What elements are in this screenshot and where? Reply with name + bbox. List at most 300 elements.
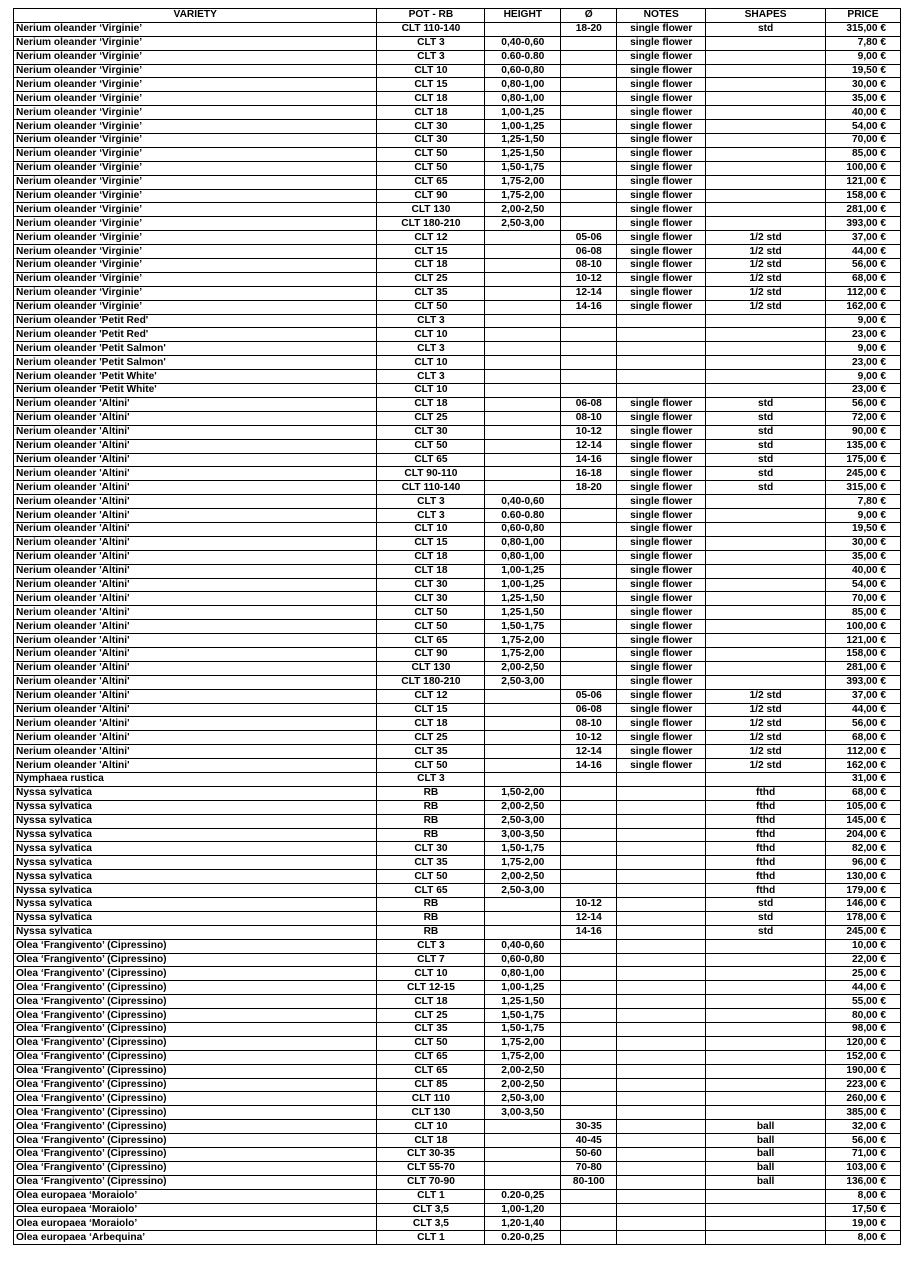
- height-cell: 1,50-1,75: [485, 620, 561, 634]
- height-cell: 0,40-0,60: [485, 36, 561, 50]
- diameter-cell: [561, 342, 617, 356]
- price-cell: 112,00 €: [826, 286, 901, 300]
- pot-cell: CLT 3: [377, 370, 485, 384]
- shape-cell: [706, 550, 826, 564]
- notes-cell: [617, 1231, 706, 1245]
- price-cell: 7,80 €: [826, 495, 901, 509]
- notes-cell: single flower: [617, 647, 706, 661]
- notes-cell: single flower: [617, 550, 706, 564]
- pot-cell: CLT 70-90: [377, 1175, 485, 1189]
- variety-cell: Nerium oleander 'Altini': [14, 522, 377, 536]
- table-row: [14, 1203, 901, 1217]
- pot-cell: CLT 130: [377, 661, 485, 675]
- notes-cell: single flower: [617, 78, 706, 92]
- shape-cell: 1/2 std: [706, 259, 826, 273]
- variety-cell: Nerium oleander 'Altini': [14, 620, 377, 634]
- variety-cell: Nerium oleander ‘Virginie’: [14, 36, 377, 50]
- price-cell: 281,00 €: [826, 661, 901, 675]
- diameter-cell: [561, 995, 617, 1009]
- table-row: [14, 939, 901, 953]
- shape-cell: [706, 203, 826, 217]
- diameter-cell: [561, 314, 617, 328]
- shape-cell: [706, 1064, 826, 1078]
- shape-cell: [706, 495, 826, 509]
- pot-cell: CLT 3: [377, 509, 485, 523]
- notes-cell: single flower: [617, 106, 706, 120]
- variety-cell: Nerium oleander 'Altini': [14, 564, 377, 578]
- shape-cell: [706, 939, 826, 953]
- diameter-cell: [561, 1064, 617, 1078]
- height-cell: [485, 1161, 561, 1175]
- price-cell: 19,50 €: [826, 522, 901, 536]
- shape-cell: [706, 578, 826, 592]
- table-row: [14, 50, 901, 64]
- variety-cell: Nerium oleander 'Altini': [14, 439, 377, 453]
- pot-cell: CLT 18: [377, 564, 485, 578]
- table-row: [14, 675, 901, 689]
- shape-cell: [706, 620, 826, 634]
- shape-cell: [706, 342, 826, 356]
- header-height: HEIGHT: [485, 9, 561, 23]
- table-row: [14, 259, 901, 273]
- notes-cell: [617, 370, 706, 384]
- variety-cell: Olea ‘Frangivento’ (Cipressino): [14, 939, 377, 953]
- pot-cell: CLT 50: [377, 870, 485, 884]
- pot-cell: RB: [377, 828, 485, 842]
- shape-cell: [706, 161, 826, 175]
- height-cell: [485, 911, 561, 925]
- table-body: [14, 22, 901, 1244]
- variety-cell: Nerium oleander ‘Virginie’: [14, 231, 377, 245]
- height-cell: 0,60-0,80: [485, 64, 561, 78]
- table-row: [14, 1009, 901, 1023]
- price-cell: 245,00 €: [826, 467, 901, 481]
- height-cell: 0,40-0,60: [485, 939, 561, 953]
- diameter-cell: 10-12: [561, 425, 617, 439]
- pot-cell: CLT 30: [377, 578, 485, 592]
- variety-cell: Olea ‘Frangivento’ (Cipressino): [14, 953, 377, 967]
- pot-cell: CLT 30: [377, 592, 485, 606]
- price-cell: 70,00 €: [826, 134, 901, 148]
- height-cell: [485, 384, 561, 398]
- variety-cell: Nerium oleander ‘Virginie’: [14, 64, 377, 78]
- price-cell: 315,00 €: [826, 22, 901, 36]
- notes-cell: single flower: [617, 300, 706, 314]
- header-price: PRICE: [826, 9, 901, 23]
- height-cell: 1,75-2,00: [485, 647, 561, 661]
- header-row: [14, 9, 901, 23]
- shape-cell: [706, 772, 826, 786]
- shape-cell: 1/2 std: [706, 300, 826, 314]
- variety-cell: Nerium oleander ‘Virginie’: [14, 147, 377, 161]
- price-cell: 85,00 €: [826, 147, 901, 161]
- diameter-cell: [561, 620, 617, 634]
- table-row: [14, 522, 901, 536]
- shape-cell: [706, 50, 826, 64]
- notes-cell: single flower: [617, 661, 706, 675]
- shape-cell: std: [706, 911, 826, 925]
- diameter-cell: 06-08: [561, 397, 617, 411]
- pot-cell: CLT 30: [377, 120, 485, 134]
- variety-cell: Nerium oleander ‘Virginie’: [14, 245, 377, 259]
- diameter-cell: [561, 981, 617, 995]
- variety-cell: Nerium oleander 'Altini': [14, 550, 377, 564]
- table-row: [14, 634, 901, 648]
- variety-cell: Olea ‘Frangivento’ (Cipressino): [14, 995, 377, 1009]
- price-cell: 281,00 €: [826, 203, 901, 217]
- height-cell: [485, 286, 561, 300]
- shape-cell: fthd: [706, 856, 826, 870]
- notes-cell: single flower: [617, 592, 706, 606]
- table-row: [14, 592, 901, 606]
- variety-cell: Nerium oleander ‘Virginie’: [14, 300, 377, 314]
- notes-cell: [617, 856, 706, 870]
- height-cell: 0,80-1,00: [485, 78, 561, 92]
- pot-cell: CLT 25: [377, 1009, 485, 1023]
- price-cell: 393,00 €: [826, 675, 901, 689]
- shape-cell: [706, 189, 826, 203]
- diameter-cell: [561, 522, 617, 536]
- price-cell: 100,00 €: [826, 620, 901, 634]
- price-cell: 204,00 €: [826, 828, 901, 842]
- shape-cell: [706, 509, 826, 523]
- table-row: [14, 147, 901, 161]
- pot-cell: CLT 18: [377, 995, 485, 1009]
- price-cell: 100,00 €: [826, 161, 901, 175]
- notes-cell: [617, 786, 706, 800]
- price-cell: 136,00 €: [826, 1175, 901, 1189]
- height-cell: 1,00-1,20: [485, 1203, 561, 1217]
- notes-cell: [617, 939, 706, 953]
- pot-cell: CLT 65: [377, 634, 485, 648]
- pot-cell: CLT 3: [377, 50, 485, 64]
- price-cell: 44,00 €: [826, 981, 901, 995]
- table-row: [14, 1120, 901, 1134]
- diameter-cell: 10-12: [561, 731, 617, 745]
- notes-cell: [617, 967, 706, 981]
- price-cell: 32,00 €: [826, 1120, 901, 1134]
- price-cell: 9,00 €: [826, 370, 901, 384]
- notes-cell: [617, 1189, 706, 1203]
- notes-cell: [617, 925, 706, 939]
- shape-cell: fthd: [706, 884, 826, 898]
- price-cell: 35,00 €: [826, 92, 901, 106]
- pot-cell: RB: [377, 898, 485, 912]
- table-row: [14, 550, 901, 564]
- table-row: [14, 1106, 901, 1120]
- notes-cell: [617, 814, 706, 828]
- table-row: [14, 800, 901, 814]
- shape-cell: 1/2 std: [706, 731, 826, 745]
- variety-cell: Nerium oleander 'Altini': [14, 536, 377, 550]
- pot-cell: CLT 110: [377, 1092, 485, 1106]
- height-cell: [485, 259, 561, 273]
- price-cell: 56,00 €: [826, 259, 901, 273]
- pot-cell: CLT 10: [377, 522, 485, 536]
- header-variety: VARIETY: [14, 9, 377, 23]
- variety-cell: Nyssa sylvatica: [14, 856, 377, 870]
- notes-cell: [617, 1009, 706, 1023]
- pot-cell: CLT 110-140: [377, 481, 485, 495]
- notes-cell: single flower: [617, 495, 706, 509]
- price-cell: 19,00 €: [826, 1217, 901, 1231]
- diameter-cell: [561, 1036, 617, 1050]
- height-cell: [485, 300, 561, 314]
- diameter-cell: [561, 842, 617, 856]
- height-cell: [485, 689, 561, 703]
- diameter-cell: [561, 175, 617, 189]
- diameter-cell: 14-16: [561, 453, 617, 467]
- shape-cell: std: [706, 397, 826, 411]
- pot-cell: CLT 15: [377, 245, 485, 259]
- table-row: [14, 1134, 901, 1148]
- table-row: [14, 925, 901, 939]
- table-row: [14, 314, 901, 328]
- diameter-cell: [561, 161, 617, 175]
- pot-cell: RB: [377, 786, 485, 800]
- notes-cell: single flower: [617, 189, 706, 203]
- price-cell: 162,00 €: [826, 759, 901, 773]
- price-cell: 54,00 €: [826, 120, 901, 134]
- price-table: [13, 8, 901, 1245]
- pot-cell: CLT 50: [377, 161, 485, 175]
- height-cell: [485, 439, 561, 453]
- table-row: [14, 384, 901, 398]
- height-cell: [485, 411, 561, 425]
- price-cell: 68,00 €: [826, 786, 901, 800]
- table-row: [14, 1189, 901, 1203]
- height-cell: 1,00-1,25: [485, 120, 561, 134]
- pot-cell: CLT 90-110: [377, 467, 485, 481]
- notes-cell: single flower: [617, 203, 706, 217]
- height-cell: 1,25-1,50: [485, 606, 561, 620]
- price-cell: 37,00 €: [826, 689, 901, 703]
- variety-cell: Nyssa sylvatica: [14, 842, 377, 856]
- table-row: [14, 203, 901, 217]
- table-row: [14, 328, 901, 342]
- shape-cell: 1/2 std: [706, 231, 826, 245]
- price-cell: 175,00 €: [826, 453, 901, 467]
- shape-cell: 1/2 std: [706, 703, 826, 717]
- notes-cell: [617, 1078, 706, 1092]
- variety-cell: Olea ‘Frangivento’ (Cipressino): [14, 1064, 377, 1078]
- shape-cell: [706, 661, 826, 675]
- variety-cell: Olea europaea ‘Moraiolo’: [14, 1189, 377, 1203]
- table-row: [14, 175, 901, 189]
- variety-cell: Nerium oleander 'Altini': [14, 578, 377, 592]
- price-cell: 121,00 €: [826, 634, 901, 648]
- variety-cell: Olea ‘Frangivento’ (Cipressino): [14, 1148, 377, 1162]
- notes-cell: single flower: [617, 64, 706, 78]
- variety-cell: Nerium oleander 'Altini': [14, 495, 377, 509]
- pot-cell: CLT 25: [377, 272, 485, 286]
- shape-cell: [706, 1189, 826, 1203]
- diameter-cell: [561, 509, 617, 523]
- notes-cell: single flower: [617, 231, 706, 245]
- table-row: [14, 1231, 901, 1245]
- notes-cell: [617, 1175, 706, 1189]
- price-cell: 98,00 €: [826, 1023, 901, 1037]
- diameter-cell: [561, 1231, 617, 1245]
- height-cell: 2,00-2,50: [485, 661, 561, 675]
- variety-cell: Nerium oleander ‘Virginie’: [14, 217, 377, 231]
- pot-cell: CLT 130: [377, 1106, 485, 1120]
- table-row: [14, 1148, 901, 1162]
- pot-cell: CLT 15: [377, 536, 485, 550]
- diameter-cell: [561, 814, 617, 828]
- diameter-cell: 12-14: [561, 745, 617, 759]
- height-cell: 1,75-2,00: [485, 634, 561, 648]
- table-row: [14, 1050, 901, 1064]
- height-cell: 0,40-0,60: [485, 495, 561, 509]
- variety-cell: Nerium oleander 'Altini': [14, 717, 377, 731]
- diameter-cell: [561, 92, 617, 106]
- table-row: [14, 661, 901, 675]
- notes-cell: [617, 828, 706, 842]
- diameter-cell: [561, 1050, 617, 1064]
- notes-cell: single flower: [617, 606, 706, 620]
- notes-cell: [617, 800, 706, 814]
- shape-cell: [706, 606, 826, 620]
- variety-cell: Nerium oleander 'Altini': [14, 481, 377, 495]
- height-cell: [485, 22, 561, 36]
- diameter-cell: [561, 884, 617, 898]
- variety-cell: Nerium oleander ‘Virginie’: [14, 78, 377, 92]
- notes-cell: [617, 995, 706, 1009]
- height-cell: 2,00-2,50: [485, 800, 561, 814]
- variety-cell: Nerium oleander ‘Virginie’: [14, 286, 377, 300]
- variety-cell: Nerium oleander 'Altini': [14, 411, 377, 425]
- table-row: [14, 1175, 901, 1189]
- variety-cell: Nerium oleander ‘Virginie’: [14, 120, 377, 134]
- height-cell: [485, 1148, 561, 1162]
- diameter-cell: [561, 50, 617, 64]
- height-cell: 0,80-1,00: [485, 967, 561, 981]
- notes-cell: single flower: [617, 522, 706, 536]
- height-cell: 0,80-1,00: [485, 536, 561, 550]
- height-cell: 1,50-1,75: [485, 1009, 561, 1023]
- price-cell: 17,50 €: [826, 1203, 901, 1217]
- table-row: [14, 647, 901, 661]
- notes-cell: single flower: [617, 286, 706, 300]
- height-cell: 1,25-1,50: [485, 147, 561, 161]
- height-cell: 2,00-2,50: [485, 1078, 561, 1092]
- variety-cell: Olea europaea ‘Moraiolo’: [14, 1217, 377, 1231]
- price-cell: 7,80 €: [826, 36, 901, 50]
- height-cell: [485, 397, 561, 411]
- variety-cell: Nerium oleander 'Petit Salmon': [14, 342, 377, 356]
- height-cell: 2,50-3,00: [485, 814, 561, 828]
- variety-cell: Nerium oleander 'Altini': [14, 509, 377, 523]
- height-cell: [485, 772, 561, 786]
- notes-cell: single flower: [617, 731, 706, 745]
- price-cell: 85,00 €: [826, 606, 901, 620]
- price-cell: 70,00 €: [826, 592, 901, 606]
- height-cell: [485, 759, 561, 773]
- notes-cell: single flower: [617, 245, 706, 259]
- variety-cell: Nerium oleander 'Altini': [14, 592, 377, 606]
- notes-cell: single flower: [617, 147, 706, 161]
- price-cell: 44,00 €: [826, 245, 901, 259]
- variety-cell: Nerium oleander 'Altini': [14, 606, 377, 620]
- variety-cell: Olea ‘Frangivento’ (Cipressino): [14, 1078, 377, 1092]
- table-row: [14, 481, 901, 495]
- shape-cell: [706, 1009, 826, 1023]
- price-cell: 80,00 €: [826, 1009, 901, 1023]
- shape-cell: [706, 78, 826, 92]
- height-cell: 0.60-0.80: [485, 509, 561, 523]
- notes-cell: [617, 328, 706, 342]
- variety-cell: Nerium oleander 'Petit White': [14, 384, 377, 398]
- variety-cell: Nerium oleander 'Altini': [14, 661, 377, 675]
- price-cell: 112,00 €: [826, 745, 901, 759]
- shape-cell: fthd: [706, 800, 826, 814]
- pot-cell: CLT 65: [377, 1064, 485, 1078]
- header-notes: NOTES: [617, 9, 706, 23]
- notes-cell: single flower: [617, 564, 706, 578]
- shape-cell: [706, 120, 826, 134]
- price-cell: 23,00 €: [826, 356, 901, 370]
- notes-cell: [617, 772, 706, 786]
- notes-cell: single flower: [617, 759, 706, 773]
- table-row: [14, 842, 901, 856]
- table-row: [14, 731, 901, 745]
- price-cell: 31,00 €: [826, 772, 901, 786]
- shape-cell: std: [706, 411, 826, 425]
- shape-cell: [706, 1203, 826, 1217]
- notes-cell: [617, 1106, 706, 1120]
- price-cell: 44,00 €: [826, 703, 901, 717]
- pot-cell: CLT 10: [377, 384, 485, 398]
- notes-cell: single flower: [617, 259, 706, 273]
- notes-cell: single flower: [617, 634, 706, 648]
- shape-cell: [706, 675, 826, 689]
- variety-cell: Olea ‘Frangivento’ (Cipressino): [14, 1050, 377, 1064]
- variety-cell: Nyssa sylvatica: [14, 800, 377, 814]
- pot-cell: CLT 7: [377, 953, 485, 967]
- pot-cell: CLT 25: [377, 731, 485, 745]
- diameter-cell: [561, 36, 617, 50]
- price-cell: 9,00 €: [826, 509, 901, 523]
- notes-cell: single flower: [617, 50, 706, 64]
- pot-cell: CLT 50: [377, 147, 485, 161]
- diameter-cell: 80-100: [561, 1175, 617, 1189]
- height-cell: 1,75-2,00: [485, 856, 561, 870]
- notes-cell: single flower: [617, 120, 706, 134]
- shape-cell: [706, 384, 826, 398]
- height-cell: [485, 342, 561, 356]
- diameter-cell: 18-20: [561, 481, 617, 495]
- table-row: [14, 495, 901, 509]
- variety-cell: Nerium oleander ‘Virginie’: [14, 92, 377, 106]
- variety-cell: Nerium oleander 'Altini': [14, 759, 377, 773]
- price-cell: 19,50 €: [826, 64, 901, 78]
- height-cell: 3,00-3,50: [485, 1106, 561, 1120]
- shape-cell: [706, 981, 826, 995]
- diameter-cell: [561, 1092, 617, 1106]
- height-cell: [485, 231, 561, 245]
- variety-cell: Nerium oleander 'Altini': [14, 467, 377, 481]
- table-row: [14, 898, 901, 912]
- height-cell: 1,20-1,40: [485, 1217, 561, 1231]
- table-row: [14, 981, 901, 995]
- price-cell: 37,00 €: [826, 231, 901, 245]
- shape-cell: 1/2 std: [706, 745, 826, 759]
- pot-cell: CLT 30: [377, 425, 485, 439]
- pot-cell: RB: [377, 911, 485, 925]
- price-cell: 72,00 €: [826, 411, 901, 425]
- shape-cell: [706, 175, 826, 189]
